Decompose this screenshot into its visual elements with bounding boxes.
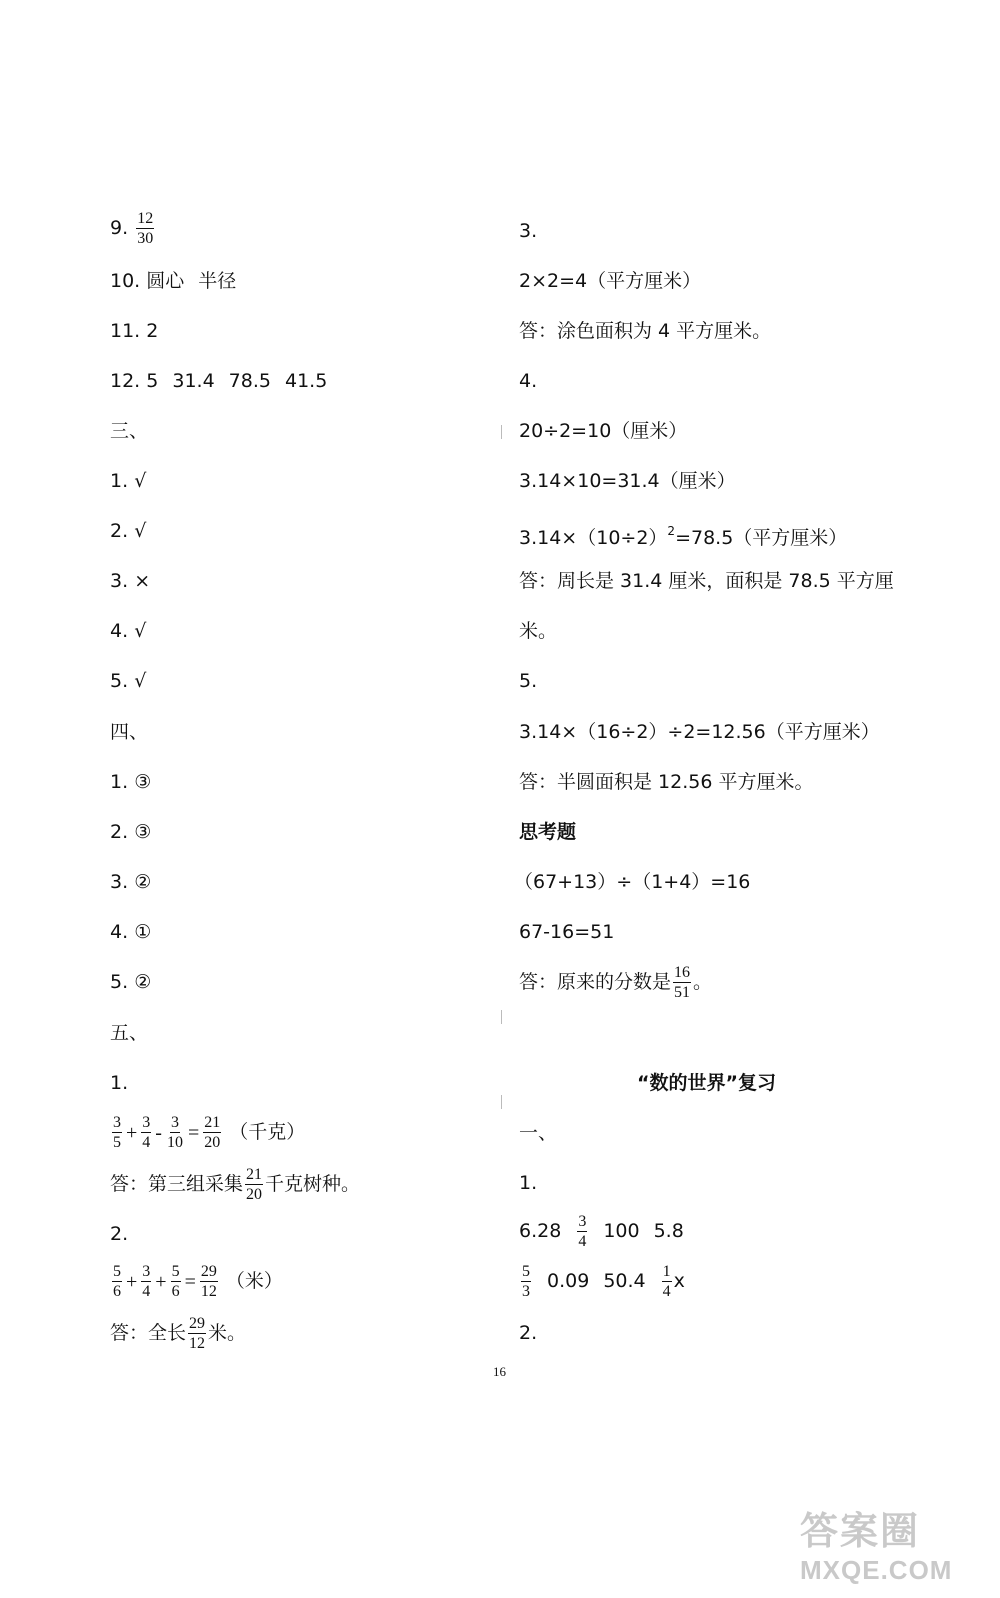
right-line: （67+13）÷（1+4）=16 xyxy=(514,871,751,893)
answer-row-2: $\frac{5}{3}$ 0.09 50.4 $\frac{1}{4}$ x xyxy=(522,1263,685,1300)
problem-2-answer: 答：全长 $\frac{29}{12}$ 米。 xyxy=(110,1315,247,1352)
section-five-heading: 五、 xyxy=(110,1022,149,1044)
right-line: 67-16=51 xyxy=(519,921,615,943)
section-three-heading: 三、 xyxy=(110,420,149,442)
right-line: 答：周长是 31.4 厘米，面积是 78.5 平方厘 xyxy=(519,570,894,592)
right-line: 答：半圆面积是 12.56 平方厘米。 xyxy=(519,771,814,793)
fraction: $\frac{12}{30}$ xyxy=(137,210,154,247)
right-line: 答：涂色面积为 4 平方厘米。 xyxy=(519,320,772,342)
column-divider-mark xyxy=(501,1095,502,1109)
list-item: 2. ③ xyxy=(110,821,152,843)
problem-1-label: 1. xyxy=(110,1072,129,1094)
right-line: 米。 xyxy=(519,620,558,642)
right-line: 20÷2=10（厘米） xyxy=(519,420,688,442)
right-line: 2×2=4（平方厘米） xyxy=(519,270,702,292)
list-item: 1. ③ xyxy=(110,771,152,793)
list-item: 3. ② xyxy=(110,871,152,893)
page-number: 16 xyxy=(493,1364,506,1379)
problem-1-answer: 答：第三组采集 $\frac{21}{20}$ 千克树种。 xyxy=(110,1166,361,1203)
answer-row-1: 6.28 $\frac{3}{4}$ 100 5.8 xyxy=(519,1213,684,1250)
list-item: 4. √ xyxy=(110,620,147,642)
watermark-logo: 答案圈 MXQE.COM xyxy=(800,1511,953,1585)
item-12: 12. 5 31.4 78.5 41.5 xyxy=(110,370,328,392)
column-divider-mark xyxy=(501,1010,502,1024)
right-line: $3.14\times(10\div 2)^2=78.5$（平方厘米） xyxy=(519,524,848,549)
right-item-1: 1. xyxy=(519,1172,538,1194)
problem-2-label: 2. xyxy=(110,1223,129,1245)
right-line: 3.14×10=31.4（厘米） xyxy=(519,470,736,492)
section-four-heading: 四、 xyxy=(110,721,149,743)
right-line: 3.14×（16÷2）÷2=12.56（平方厘米） xyxy=(519,721,880,743)
right-item-3: 3. xyxy=(519,220,538,242)
item-11: 11. 2 xyxy=(110,320,159,342)
right-item-4: 4. xyxy=(519,370,538,392)
section-one-heading: 一、 xyxy=(519,1122,558,1144)
right-item-2: 2. xyxy=(519,1322,538,1344)
right-item-5: 5. xyxy=(519,670,538,692)
item-9: 9. $\frac{12}{30}$ xyxy=(110,210,154,247)
list-item: 5. ② xyxy=(110,971,152,993)
list-item: 1. √ xyxy=(110,470,147,492)
list-item: 3. × xyxy=(110,570,151,592)
list-item: 2. √ xyxy=(110,520,147,542)
list-item: 5. √ xyxy=(110,670,147,692)
thinking-question-title: 思考题 xyxy=(519,821,577,843)
review-section-title: “数的世界”复习 xyxy=(637,1072,776,1094)
problem-2-equation: $\frac{5}{6}$ + $\frac{3}{4}$ + $\frac{5}{6}$ = $\frac{29}{12}$ （米） xyxy=(113,1263,283,1300)
item-10: 10. 圆心 半径 xyxy=(110,270,237,292)
problem-1-equation: $\frac{3}{5}$ + $\frac{3}{4}$ - $\frac{3}{10}$ = $\frac{21}{20}$ （千克） xyxy=(113,1114,306,1151)
right-line: 答：原来的分数是 $\frac{16}{51}$ 。 xyxy=(519,964,713,1001)
list-item: 4. ① xyxy=(110,921,152,943)
column-divider-mark xyxy=(501,425,502,439)
